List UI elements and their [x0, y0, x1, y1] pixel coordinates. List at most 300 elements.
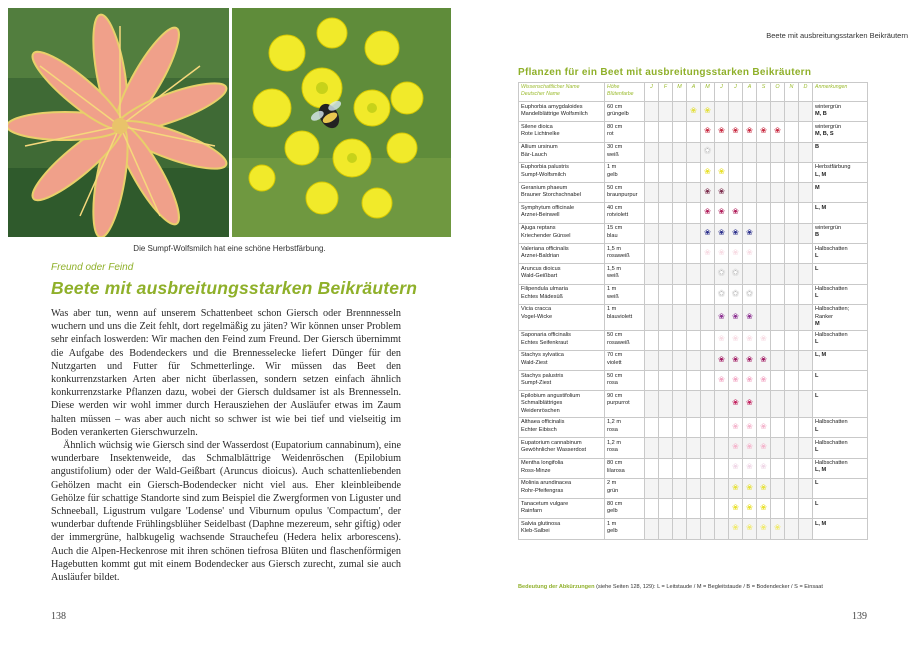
month-cell — [799, 499, 813, 519]
month-cell — [673, 122, 687, 142]
month-cell — [645, 478, 659, 498]
body-paragraph: Was aber tun, wenn auf unserem Schattenbeet schon Giersch oder Brennnesseln wuchern und uns die Zeit fehlt, dort regelmäßig zu jäten? Wir können unser Problem sehr einfach loswerden: Wir machen den Feind zum Freund. Der Giersch übernimmt die Aufgabe des Bodendeckers und die Brennesselecke liefert Dünger für den Nutzgarten und Futter für Schmetterlinge. Wir müssen das Beet den konkurrenzstarken Arten aber nicht überlassen, sondern setzen einfach ähnlich konkurrenzstarke Pflanzen dazu, wobei der Giersch duldsamer ist als Brennesseln. Diese werden wir wohl immer durch Herausziehen der Ausläufer etwas im Zaum halten müssen – was aber auch nicht so schwer ist wie bei tief und vielseitig im Boden verankerten Gierschwurzeln. — [51, 308, 401, 438]
month-cell — [659, 102, 673, 122]
month-cell — [799, 371, 813, 391]
month-cell — [729, 244, 743, 264]
month-cell — [729, 102, 743, 122]
scientific-name: Geranium phaeum — [521, 184, 568, 191]
header-notes: Anmerkungen — [813, 83, 868, 102]
common-name: Wald-Geißbart — [521, 273, 558, 280]
month-cell — [771, 223, 785, 243]
month-cell — [715, 203, 729, 223]
bloom-flower-icon: ❀ — [760, 334, 767, 344]
usage-codes: L — [815, 446, 819, 453]
plant-height: 15 cm — [607, 225, 623, 232]
height-color-cell — [605, 142, 645, 162]
bloom-flower-icon: ❀ — [774, 126, 781, 136]
month-cell — [673, 391, 687, 418]
month-cell — [687, 203, 701, 223]
month-cell — [715, 284, 729, 304]
month-cell — [729, 478, 743, 498]
month-cell — [645, 438, 659, 458]
flower-color: blauviolett — [607, 313, 633, 320]
month-cell — [785, 162, 799, 182]
common-name: Vogel-Wicke — [521, 313, 553, 320]
plant-table — [518, 82, 868, 540]
month-cell — [729, 519, 743, 539]
scientific-name: Stachys sylvatica — [521, 352, 564, 359]
month-cell — [659, 284, 673, 304]
plant-name-cell — [519, 391, 605, 418]
notes-cell — [813, 264, 868, 284]
month-cell — [715, 244, 729, 264]
height-color-cell — [605, 458, 645, 478]
month-cell — [729, 122, 743, 142]
month-cell — [673, 350, 687, 370]
month-cell — [687, 284, 701, 304]
table-row — [519, 264, 868, 284]
month-cell — [799, 330, 813, 350]
bloom-flower-icon: ❀ — [732, 523, 739, 533]
month-cell — [785, 330, 799, 350]
usage-codes: L — [815, 426, 819, 433]
bloom-flower-icon: ❀ — [746, 375, 753, 385]
month-cell — [673, 438, 687, 458]
note-text: wintergrün — [815, 225, 842, 232]
plant-height: 2 m — [607, 480, 617, 487]
bloom-flower-icon: ❀ — [718, 187, 725, 197]
bloom-flower-icon: ❀ — [704, 166, 711, 176]
flower-color: rotviolett — [607, 212, 629, 219]
bloom-flower-icon: ❀ — [718, 288, 725, 298]
month-cell — [687, 264, 701, 284]
scientific-name: Althaea officinalis — [521, 419, 565, 426]
month-cell — [785, 183, 799, 203]
header-month: A — [687, 83, 701, 102]
month-cell — [729, 223, 743, 243]
flower-color: weiß — [607, 151, 619, 158]
common-name: Arznei-Baldrian — [521, 253, 560, 260]
plant-name-cell — [519, 438, 605, 458]
usage-codes: L, M — [815, 352, 827, 359]
notes-cell — [813, 391, 868, 418]
month-cell — [701, 284, 715, 304]
month-cell — [729, 417, 743, 437]
month-cell — [757, 264, 771, 284]
month-cell — [799, 244, 813, 264]
usage-codes: L — [815, 339, 819, 346]
plant-height: 40 cm — [607, 204, 623, 211]
month-cell — [645, 458, 659, 478]
plant-height: 50 cm — [607, 332, 623, 339]
note-text: Halbschatten; Ranker — [815, 306, 850, 320]
month-cell — [687, 122, 701, 142]
month-cell — [715, 330, 729, 350]
usage-codes: L — [815, 265, 819, 272]
plant-height: 80 cm — [607, 123, 623, 130]
right-page — [459, 0, 918, 648]
bloom-flower-icon: ❀ — [704, 187, 711, 197]
bloom-flower-icon: ❀ — [746, 227, 753, 237]
plant-name-cell — [519, 203, 605, 223]
page-number-right: 139 — [852, 611, 867, 622]
scientific-name: Filipendula ulmaria — [521, 286, 568, 293]
month-cell — [757, 244, 771, 264]
month-cell — [673, 371, 687, 391]
bloom-flower-icon: ❀ — [732, 462, 739, 472]
month-cell — [659, 142, 673, 162]
bloom-flower-icon: ❀ — [746, 288, 753, 298]
height-color-cell — [605, 244, 645, 264]
month-cell — [729, 203, 743, 223]
bloom-flower-icon: ❀ — [732, 247, 739, 257]
month-cell — [673, 330, 687, 350]
month-cell — [799, 391, 813, 418]
month-cell — [715, 162, 729, 182]
plant-height: 1 m — [607, 306, 617, 313]
month-cell — [701, 122, 715, 142]
month-cell — [729, 142, 743, 162]
article-headline: Beete mit ausbreitungsstarken Beikräutern — [51, 278, 418, 298]
plant-height: 1,5 m — [607, 245, 621, 252]
scientific-name: Symphytum officinale — [521, 204, 575, 211]
month-cell — [799, 478, 813, 498]
month-cell — [743, 350, 757, 370]
height-color-cell — [605, 391, 645, 418]
note-text: Halbschatten — [815, 286, 848, 293]
notes-cell — [813, 478, 868, 498]
bloom-flower-icon: ❀ — [732, 227, 739, 237]
month-cell — [743, 304, 757, 330]
plant-height: 60 cm — [607, 103, 623, 110]
month-cell — [645, 102, 659, 122]
month-cell — [645, 142, 659, 162]
month-cell — [785, 438, 799, 458]
month-cell — [687, 438, 701, 458]
bloom-flower-icon: ❀ — [732, 375, 739, 385]
bloom-flower-icon: ❀ — [732, 482, 739, 492]
header-month: J — [645, 83, 659, 102]
height-color-cell — [605, 478, 645, 498]
bloom-flower-icon: ❀ — [732, 334, 739, 344]
usage-codes: B — [815, 144, 820, 151]
plant-name-cell — [519, 330, 605, 350]
scientific-name: Salvia glutinosa — [521, 520, 561, 527]
plant-name-cell — [519, 417, 605, 437]
bloom-flower-icon: ❀ — [746, 482, 753, 492]
month-cell — [743, 417, 757, 437]
bloom-flower-icon: ❀ — [732, 442, 739, 452]
common-name: Gewöhnlicher Wasserdost — [521, 447, 587, 454]
flower-color: braunpurpur — [607, 192, 638, 199]
notes-cell — [813, 371, 868, 391]
notes-cell — [813, 122, 868, 142]
plant-height: 30 cm — [607, 144, 623, 151]
month-cell — [659, 203, 673, 223]
month-cell — [645, 183, 659, 203]
month-cell — [771, 499, 785, 519]
month-cell — [771, 142, 785, 162]
bloom-flower-icon: ❀ — [718, 166, 725, 176]
month-cell — [785, 122, 799, 142]
header-month: F — [659, 83, 673, 102]
notes-cell — [813, 244, 868, 264]
bloom-flower-icon: ❀ — [746, 126, 753, 136]
month-cell — [715, 102, 729, 122]
plant-height: 1 m — [607, 520, 617, 527]
month-cell — [659, 519, 673, 539]
flower-color: gelb — [607, 528, 618, 535]
notes-cell — [813, 162, 868, 182]
note-text: Halbschatten — [815, 439, 848, 446]
month-cell — [673, 417, 687, 437]
month-cell — [645, 350, 659, 370]
plant-name-cell — [519, 183, 605, 203]
scientific-name: Euphorbia amygdaloides — [521, 103, 583, 110]
month-cell — [715, 478, 729, 498]
height-color-cell — [605, 499, 645, 519]
scientific-name: Aruncus dioicus — [521, 265, 561, 272]
month-cell — [673, 223, 687, 243]
scientific-name: Valeriana officinalis — [521, 245, 569, 252]
month-cell — [659, 244, 673, 264]
month-cell — [757, 478, 771, 498]
month-cell — [673, 519, 687, 539]
plant-height: 80 cm — [607, 500, 623, 507]
month-cell — [785, 350, 799, 370]
flower-color: lilarosa — [607, 467, 625, 474]
month-cell — [715, 499, 729, 519]
height-color-cell — [605, 438, 645, 458]
usage-codes: L, M — [815, 204, 827, 211]
table-row — [519, 350, 868, 370]
month-cell — [715, 458, 729, 478]
bloom-flower-icon: ❀ — [746, 354, 753, 364]
usage-codes: M, B — [815, 110, 827, 117]
usage-codes: L — [815, 480, 819, 487]
month-cell — [701, 499, 715, 519]
month-cell — [687, 519, 701, 539]
bloom-flower-icon: ❀ — [718, 207, 725, 217]
month-cell — [757, 203, 771, 223]
bloom-flower-icon: ❀ — [760, 482, 767, 492]
notes-cell — [813, 102, 868, 122]
month-cell — [771, 330, 785, 350]
bloom-flower-icon: ❀ — [732, 288, 739, 298]
month-cell — [715, 122, 729, 142]
notes-cell — [813, 438, 868, 458]
bloom-flower-icon: ❀ — [718, 247, 725, 257]
month-cell — [659, 122, 673, 142]
month-cell — [757, 102, 771, 122]
month-cell — [743, 162, 757, 182]
month-cell — [715, 519, 729, 539]
bloom-flower-icon: ❀ — [760, 354, 767, 364]
height-color-cell — [605, 519, 645, 539]
flower-color: purpurrot — [607, 400, 630, 407]
month-cell — [757, 519, 771, 539]
scientific-name: Eupatorium cannabinum — [521, 439, 582, 446]
bloom-flower-icon: ❀ — [746, 442, 753, 452]
common-name: Ross-Minze — [521, 467, 551, 474]
bloom-flower-icon: ❀ — [732, 503, 739, 513]
month-cell — [743, 330, 757, 350]
notes-cell — [813, 519, 868, 539]
common-name: Kleb-Salbei — [521, 528, 550, 535]
abbreviation-legend — [518, 584, 823, 590]
month-cell — [673, 102, 687, 122]
month-cell — [799, 417, 813, 437]
month-cell — [743, 499, 757, 519]
bloom-flower-icon: ❀ — [760, 523, 767, 533]
height-color-cell — [605, 122, 645, 142]
table-row — [519, 183, 868, 203]
month-cell — [687, 142, 701, 162]
common-name: Echtes Mädesüß — [521, 293, 563, 300]
usage-codes: M — [815, 320, 820, 327]
notes-cell — [813, 458, 868, 478]
table-row — [519, 478, 868, 498]
month-cell — [799, 162, 813, 182]
month-cell — [785, 304, 799, 330]
plant-height: 70 cm — [607, 352, 623, 359]
flower-color: rot — [607, 131, 614, 138]
month-cell — [799, 350, 813, 370]
month-cell — [743, 371, 757, 391]
month-cell — [799, 203, 813, 223]
month-cell — [659, 458, 673, 478]
month-cell — [687, 223, 701, 243]
table-row — [519, 438, 868, 458]
month-cell — [785, 499, 799, 519]
height-color-cell — [605, 330, 645, 350]
table-row — [519, 330, 868, 350]
note-text: wintergrün — [815, 103, 842, 110]
month-cell — [799, 438, 813, 458]
month-cell — [771, 183, 785, 203]
table-row — [519, 391, 868, 418]
notes-cell — [813, 223, 868, 243]
header-month: D — [799, 83, 813, 102]
month-cell — [687, 162, 701, 182]
bloom-flower-icon: ❀ — [760, 503, 767, 513]
month-cell — [701, 183, 715, 203]
month-cell — [715, 142, 729, 162]
month-cell — [687, 244, 701, 264]
month-cell — [743, 102, 757, 122]
month-cell — [645, 244, 659, 264]
plant-name-cell — [519, 350, 605, 370]
month-cell — [701, 350, 715, 370]
month-cell — [715, 391, 729, 418]
month-cell — [785, 223, 799, 243]
notes-cell — [813, 284, 868, 304]
plant-name-cell — [519, 478, 605, 498]
running-head: Beete mit ausbreitungsstarken Beikräutern — [766, 31, 908, 40]
month-cell — [757, 304, 771, 330]
month-cell — [673, 162, 687, 182]
article-body — [51, 307, 401, 584]
flower-color: rosa — [607, 380, 618, 387]
bloom-flower-icon: ❀ — [732, 268, 739, 278]
month-cell — [659, 330, 673, 350]
table-row — [519, 371, 868, 391]
month-cell — [659, 350, 673, 370]
month-cell — [729, 304, 743, 330]
flower-color: gelb — [607, 508, 618, 515]
month-cell — [659, 162, 673, 182]
month-cell — [771, 350, 785, 370]
month-cell — [645, 264, 659, 284]
month-cell — [659, 438, 673, 458]
bloom-flower-icon: ❀ — [704, 126, 711, 136]
month-cell — [729, 264, 743, 284]
month-cell — [743, 244, 757, 264]
table-row — [519, 304, 868, 330]
bloom-flower-icon: ❀ — [760, 375, 767, 385]
plant-height: 1,5 m — [607, 265, 621, 272]
bloom-flower-icon: ❀ — [704, 227, 711, 237]
plant-height: 50 cm — [607, 184, 623, 191]
month-cell — [799, 183, 813, 203]
month-cell — [757, 391, 771, 418]
scientific-name: Mentha longifolia — [521, 460, 564, 467]
plant-name-cell — [519, 519, 605, 539]
month-cell — [659, 223, 673, 243]
flower-color: grün — [607, 487, 619, 494]
month-cell — [799, 142, 813, 162]
month-cell — [729, 458, 743, 478]
month-cell — [757, 417, 771, 437]
header-month: J — [729, 83, 743, 102]
month-cell — [771, 458, 785, 478]
flower-color: weiß — [607, 273, 619, 280]
scientific-name: Saponaria officinalis — [521, 332, 571, 339]
month-cell — [701, 519, 715, 539]
note-text: wintergrün — [815, 123, 842, 130]
bloom-flower-icon: ❀ — [704, 105, 711, 115]
month-cell — [785, 458, 799, 478]
plant-height: 1 m — [607, 286, 617, 293]
bloom-flower-icon: ❀ — [718, 354, 725, 364]
month-cell — [743, 122, 757, 142]
plant-height: 80 cm — [607, 460, 623, 467]
table-row — [519, 223, 868, 243]
common-name: Bär-Lauch — [521, 151, 547, 158]
scientific-name: Allium ursinum — [521, 144, 558, 151]
notes-cell — [813, 142, 868, 162]
note-text: Herbstfärbung — [815, 164, 851, 171]
flower-color: weiß — [607, 293, 619, 300]
month-cell — [701, 371, 715, 391]
bloom-flower-icon: ❀ — [746, 398, 753, 408]
month-cell — [687, 102, 701, 122]
usage-codes: L, M — [815, 171, 827, 178]
table-row — [519, 519, 868, 539]
scientific-name: Silene dioica — [521, 123, 553, 130]
month-cell — [743, 284, 757, 304]
scientific-name: Epilobium angustifolium — [521, 392, 581, 399]
common-name: Echtes Seifenkraut — [521, 339, 568, 346]
note-text: Halbschatten — [815, 245, 848, 252]
month-cell — [757, 122, 771, 142]
bloom-flower-icon: ❀ — [746, 503, 753, 513]
height-color-cell — [605, 371, 645, 391]
month-cell — [785, 142, 799, 162]
flower-color: grüngelb — [607, 111, 629, 117]
plant-name-cell — [519, 499, 605, 519]
height-color-cell — [605, 350, 645, 370]
